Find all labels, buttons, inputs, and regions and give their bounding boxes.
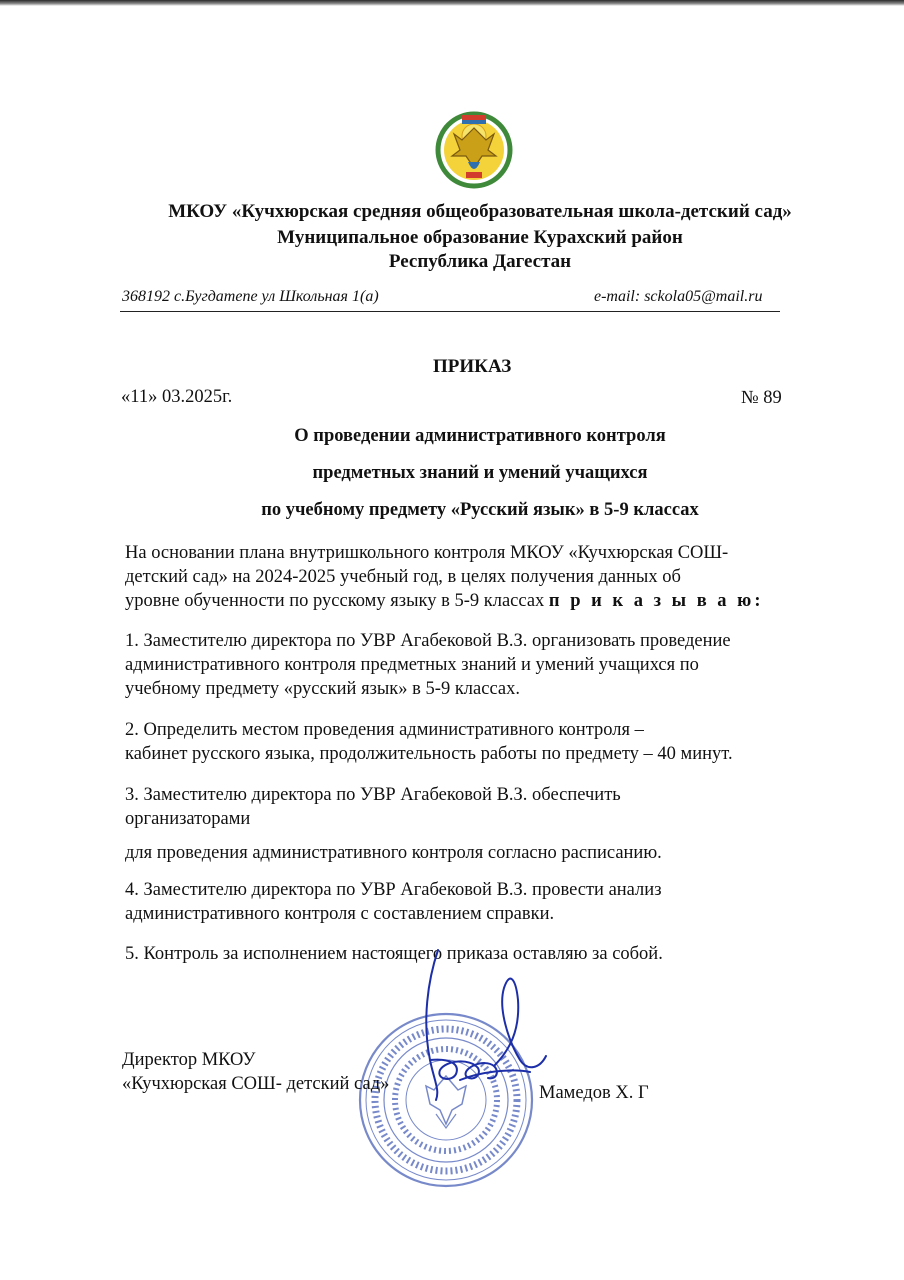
order-number: № 89 bbox=[741, 388, 782, 408]
order-date: «11» 03.2025г. bbox=[121, 387, 233, 407]
preamble-line-3 bbox=[125, 590, 763, 613]
item-1-line-1: 1. Заместителю директора по УВР Агабековой В.З. организовать проведение bbox=[125, 631, 731, 651]
item-5-line-1: 5. Контроль за исполнением настоящего приказа оставляю за собой. bbox=[125, 944, 663, 964]
dagestan-emblem-icon bbox=[432, 106, 516, 190]
preamble-line-1: На основании плана внутришкольного контроля МКОУ «Кучхюрская СОШ- bbox=[125, 543, 729, 563]
item-3-line-2: организаторами bbox=[125, 809, 251, 829]
order-title: ПРИКАЗ bbox=[433, 356, 512, 377]
item-4-line-2: административного контроля с составлением справки. bbox=[125, 904, 555, 924]
item-2-line-2: кабинет русского языка, продолжительность работы по предмету – 40 минут. bbox=[125, 744, 733, 764]
item-1-line-3: учебному предмету «русский язык» в 5-9 классах. bbox=[125, 679, 520, 699]
postal-address: 368192 с.Бугдатепе ул Школьная 1(а) bbox=[122, 288, 379, 305]
item-3-line-1: 3. Заместителю директора по УВР Агабековой В.З. обеспечить bbox=[125, 785, 621, 805]
header-divider bbox=[120, 311, 780, 312]
subject-line-1: О проведении административного контроля bbox=[294, 426, 666, 446]
item-3-line-3: для проведения административного контроля согласно расписанию. bbox=[125, 843, 662, 863]
preamble-line-3-text: уровне обученности по русскому языку в 5-9 классах bbox=[125, 591, 549, 611]
signatory-name: Мамедов Х. Г bbox=[539, 1083, 649, 1103]
item-1-line-2: административного контроля предметных знаний и умений учащихся по bbox=[125, 655, 699, 675]
order-word: п р и к а з ы в а ю: bbox=[548, 591, 764, 611]
item-4-line-1: 4. Заместителю директора по УВР Агабековой В.З. провести анализ bbox=[125, 880, 662, 900]
item-2-line-1: 2. Определить местом проведения административного контроля – bbox=[125, 720, 644, 740]
scan-edge-shadow bbox=[0, 0, 904, 6]
signatory-position-line-1: Директор МКОУ bbox=[122, 1050, 256, 1070]
subject-line-3: по учебному предмету «Русский язык» в 5-9 классах bbox=[261, 500, 699, 520]
email-address: e-mail: sckola05@mail.ru bbox=[594, 288, 763, 305]
signatory-position-line-2: «Кучхюрская СОШ- детский сад» bbox=[122, 1074, 390, 1094]
subject-line-2: предметных знаний и умений учащихся bbox=[312, 463, 648, 483]
preamble-line-2: детский сад» на 2024-2025 учебный год, в целях получения данных об bbox=[125, 567, 681, 587]
municipality-line: Муниципальное образование Курахский район bbox=[277, 227, 683, 248]
republic-line: Республика Дагестан bbox=[388, 251, 572, 272]
org-name-line: МКОУ «Кучхюрская средняя общеобразовательная школа-детский сад» bbox=[168, 201, 792, 222]
